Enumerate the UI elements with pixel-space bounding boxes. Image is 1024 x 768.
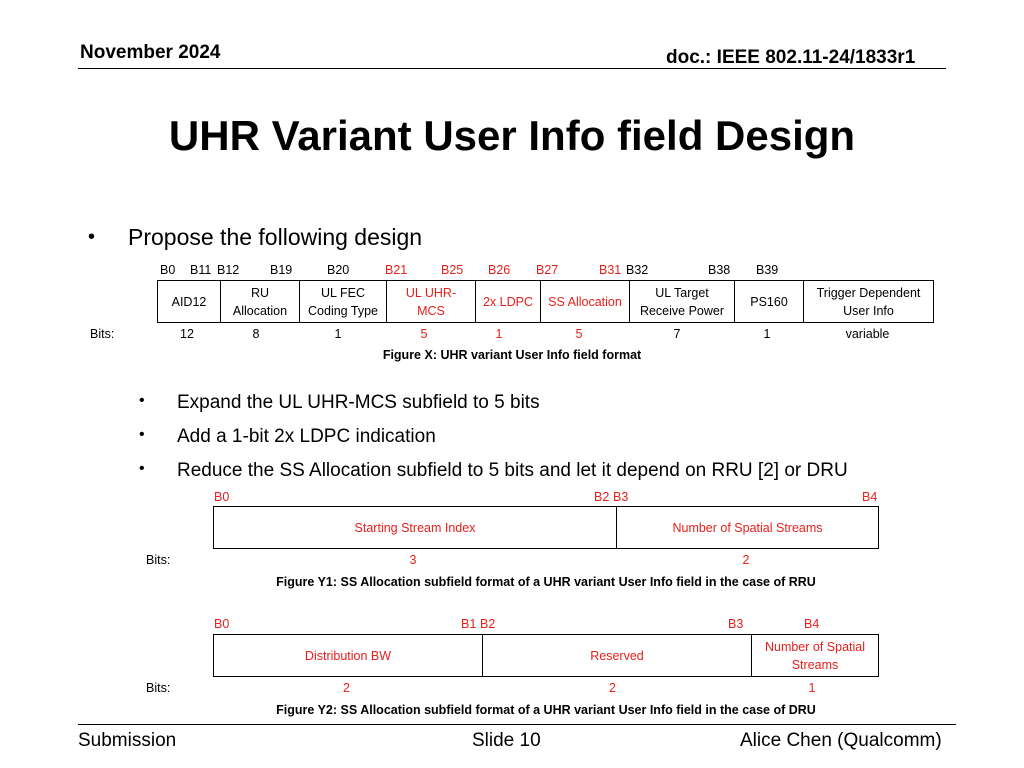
field-label: Allocation — [232, 303, 288, 318]
bit-label: B4 — [862, 490, 878, 504]
figure-y1-caption: Figure Y1: SS Allocation subfield format of a UHR variant User Info field in the case of RRU — [276, 575, 816, 589]
bit-label: B21 — [385, 263, 408, 277]
field-label: Coding Type — [308, 303, 378, 318]
ss-allocation-rru-table — [213, 506, 879, 549]
field-label: RU — [250, 285, 270, 300]
bits-value: 2 — [742, 553, 750, 567]
bits-value: 12 — [180, 327, 194, 341]
bullet-marker: • — [139, 392, 145, 409]
field-reserved: Reserved — [483, 635, 752, 677]
field-label: MCS — [417, 303, 445, 318]
bit-label: B1 — [461, 617, 477, 631]
bit-label: B20 — [327, 263, 350, 277]
bit-label: B0 — [214, 617, 230, 631]
footer-rule — [78, 724, 956, 725]
field-ss-allocation — [541, 281, 630, 323]
bit-label: B0 — [160, 263, 176, 277]
field-ru-allocation — [221, 281, 300, 323]
user-info-field-table — [157, 280, 934, 323]
bit-label: B3 — [613, 490, 629, 504]
bit-label: B3 — [728, 617, 744, 631]
bit-label: B27 — [536, 263, 559, 277]
bit-label: B4 — [804, 617, 820, 631]
field-number-of-spatial-streams: Number of Spatial Streams — [617, 507, 879, 549]
bit-label: B0 — [214, 490, 230, 504]
bits-row-label: Bits: — [146, 681, 171, 695]
field-label: User Info — [843, 303, 894, 318]
bit-label: B19 — [270, 263, 293, 277]
bit-label: B38 — [708, 263, 731, 277]
bit-label: B25 — [441, 263, 464, 277]
field-label: Receive Power — [639, 303, 725, 318]
bits-value: 5 — [575, 327, 583, 341]
sub-bullet-text: Reduce the SS Allocation subfield to 5 bits and let it depend on RRU [2] or DRU — [177, 460, 848, 481]
slide-title: UHR Variant User Info field Design — [168, 112, 856, 159]
bits-value: 1 — [334, 327, 342, 341]
field-label: UL UHR- — [405, 285, 457, 300]
bit-label: B32 — [626, 263, 649, 277]
ss-allocation-dru-table — [213, 634, 879, 677]
bit-label: B12 — [217, 263, 240, 277]
field-starting-stream-index: Starting Stream Index — [214, 507, 617, 549]
bits-value: 1 — [763, 327, 771, 341]
field-ul-uhr-mcs — [387, 281, 476, 323]
bits-row-label: Bits: — [146, 553, 171, 567]
field-label: 2x LDPC — [482, 294, 534, 309]
field-ul-target-receive-power — [630, 281, 735, 323]
sub-bullet-text: Add a 1-bit 2x LDPC indication — [177, 426, 436, 447]
field-label: Number of Spatial — [764, 639, 866, 654]
field-2x-ldpc — [476, 281, 541, 323]
bits-value: 8 — [252, 327, 260, 341]
bits-value: 2 — [609, 681, 616, 695]
field-ul-fec-coding-type — [300, 281, 387, 323]
field-label: AID12 — [171, 294, 207, 309]
bits-row-label: Bits: — [90, 327, 115, 341]
bullet-marker: • — [139, 460, 145, 477]
field-ps160 — [735, 281, 804, 323]
bit-label: B11 — [190, 263, 212, 277]
field-number-of-spatial-streams — [752, 635, 879, 677]
field-label: UL FEC — [321, 285, 365, 300]
bit-label: B2 — [480, 617, 496, 631]
header-rule — [78, 68, 946, 69]
main-bullet-text: Propose the following design — [128, 224, 423, 250]
table-row — [158, 281, 934, 323]
figure-x-caption: Figure X: UHR variant User Info field format — [382, 348, 642, 362]
bits-value: variable — [845, 327, 890, 341]
bits-value: 5 — [420, 327, 428, 341]
field-aid12 — [158, 281, 221, 323]
footer-submission: Submission — [78, 730, 177, 751]
bits-value: 1 — [495, 327, 503, 341]
table-row — [214, 635, 879, 677]
bit-label: B26 — [488, 263, 511, 277]
footer-slide-number: Slide 10 — [472, 730, 541, 751]
field-label: Streams — [791, 657, 839, 672]
bits-value: 7 — [673, 327, 681, 341]
bullet-marker: • — [88, 226, 96, 248]
footer-author: Alice Chen (Qualcomm) — [740, 730, 942, 751]
bit-label: B31 — [599, 263, 622, 277]
field-label: Trigger Dependent — [816, 285, 921, 300]
field-label: PS160 — [750, 294, 788, 309]
header-date: November 2024 — [80, 42, 221, 63]
sub-bullet-text: Expand the UL UHR-MCS subfield to 5 bits — [177, 392, 540, 413]
field-distribution-bw: Distribution BW — [214, 635, 483, 677]
bit-label: B2 — [594, 490, 610, 504]
bits-value: 3 — [409, 553, 417, 567]
bits-value: 2 — [343, 681, 350, 695]
header-doc-id: doc.: IEEE 802.11-24/1833r1 — [666, 47, 916, 68]
figure-y2-caption: Figure Y2: SS Allocation subfield format of a UHR variant User Info field in the case of DRU — [276, 703, 816, 717]
bit-label: B39 — [756, 263, 779, 277]
field-label: SS Allocation — [548, 294, 622, 309]
table-row — [214, 507, 879, 549]
field-trigger-dependent-user-info — [804, 281, 934, 323]
field-label: UL Target — [655, 285, 709, 300]
bits-value: 1 — [808, 681, 816, 695]
bullet-marker: • — [139, 426, 145, 443]
